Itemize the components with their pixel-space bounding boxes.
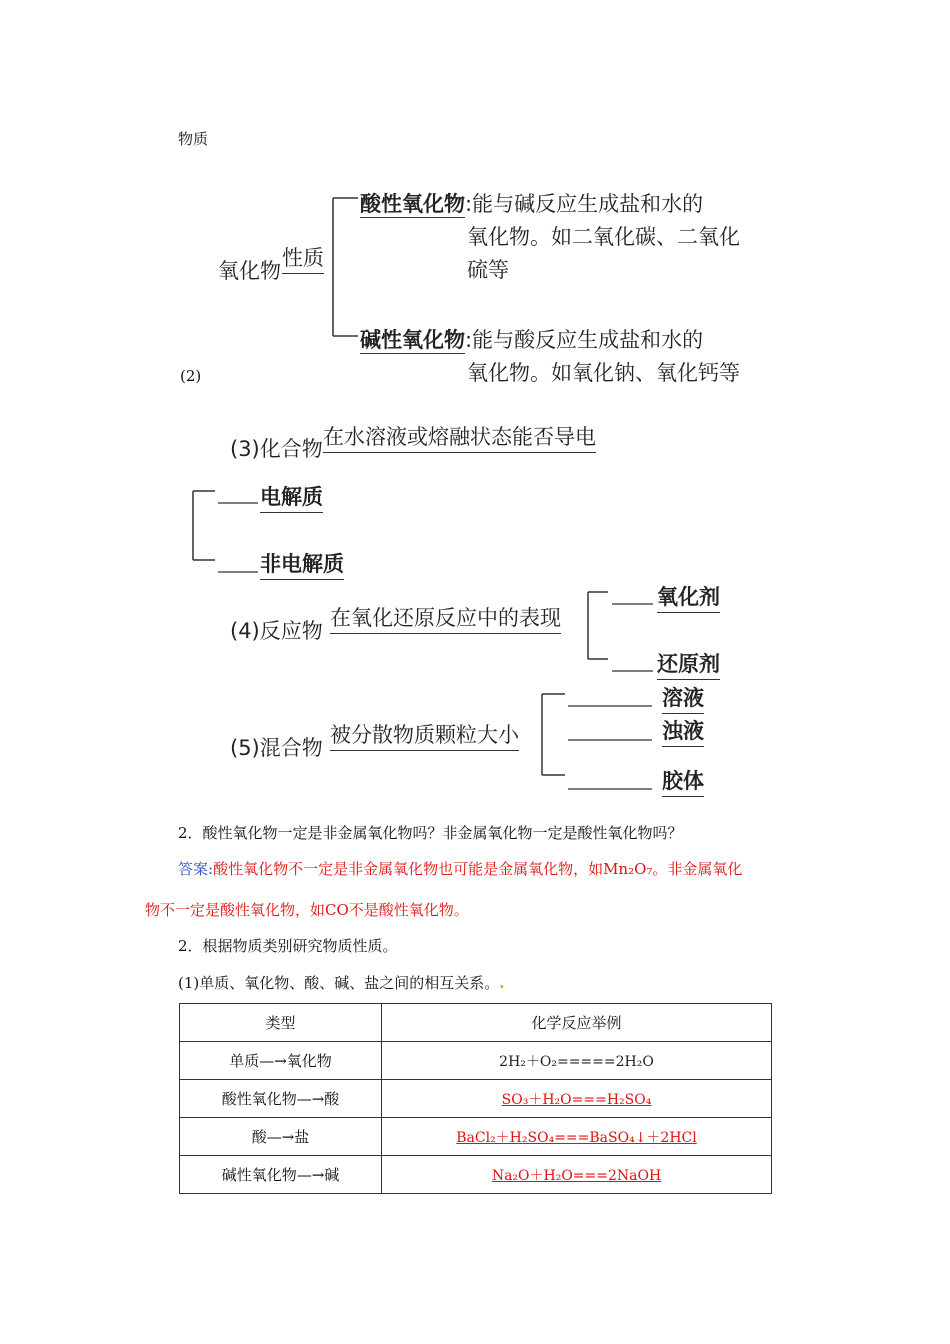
oxide-criterion: 性质	[282, 242, 324, 274]
table-header-type: 类型	[180, 1004, 382, 1042]
question-text: 2．酸性氧化物一定是非金属氧化物吗？非金属氧化物一定是酸性氧化物吗？	[178, 824, 683, 842]
table-header-example: 化学反应举例	[382, 1004, 772, 1042]
table-cell-example: SO₃＋H₂O===H₂SO₄	[501, 1091, 652, 1108]
reactant-label: (4)反应物	[230, 619, 323, 643]
answer-line-2: 物不一定是酸性氧化物，如CO不是酸性氧化物。	[145, 901, 469, 919]
basic-oxide-desc-2: 氧化物。如氧化钠、氧化钙等	[467, 361, 740, 385]
basic-oxide-desc-1: :能与酸反应生成盐和水的	[465, 328, 704, 352]
table-cell-type: 碱性氧化物—→碱	[180, 1156, 382, 1194]
table-cell-example: 2H₂＋O₂=====2H₂O	[499, 1053, 654, 1070]
table-row	[180, 1118, 772, 1156]
table-cell-example: BaCl₂＋H₂SO₄===BaSO₄↓＋2HCl	[456, 1129, 697, 1146]
oxidizing-agent-item: 氧化剂	[657, 581, 720, 613]
reducing-agent-item: 还原剂	[657, 648, 720, 680]
table-row	[180, 1156, 772, 1194]
subsection-1-text: (1)单质、氧化物、酸、碱、盐之间的相互关系。	[178, 974, 500, 992]
electrolyte-item: 电解质	[260, 481, 323, 513]
mixture-label: (5)混合物	[230, 736, 323, 760]
subsection-1-mark: .	[499, 974, 505, 992]
answer-line-1: 酸性氧化物不一定是非金属氧化物也可能是金属氧化物，如Mn₂O₇。非金属氧化	[213, 860, 743, 878]
label-2: (2)	[180, 367, 202, 385]
acidic-oxide-desc-2: 氧化物。如二氧化碳、二氧化	[467, 225, 740, 249]
table-cell-type: 酸—→盐	[180, 1118, 382, 1156]
oxide-label: 氧化物	[218, 259, 281, 283]
suspension-item: 浊液	[662, 715, 704, 747]
section-2-heading: 2．根据物质类别研究物质性质。	[178, 937, 398, 955]
solution-item: 溶液	[662, 682, 704, 714]
table-row	[180, 1080, 772, 1118]
table-cell-type: 单质—→氧化物	[180, 1042, 382, 1080]
table-cell-type: 酸性氧化物—→酸	[180, 1080, 382, 1118]
nonelectrolyte-item: 非电解质	[260, 548, 344, 580]
table-cell-example: Na₂O＋H₂O===2NaOH	[491, 1167, 662, 1184]
acidic-oxide-desc-3: 硫等	[467, 258, 509, 282]
reaction-table	[179, 1003, 772, 1194]
acidic-oxide-desc-1: :能与碱反应生成盐和水的	[465, 192, 704, 216]
colloid-item: 胶体	[662, 765, 704, 797]
reactant-criterion: 在氧化还原反应中的表现	[330, 602, 561, 634]
acidic-oxide-title: 酸性氧化物	[360, 192, 465, 216]
compound-criterion: 在水溶液或熔融状态能否导电	[323, 421, 596, 453]
compound-label: (3)化合物	[230, 437, 323, 461]
basic-oxide-title: 碱性氧化物	[360, 328, 465, 352]
heading-substance: 物质	[178, 130, 209, 148]
table-header-row	[180, 1004, 772, 1042]
answer-label: 答案:	[178, 860, 214, 878]
table-row	[180, 1042, 772, 1080]
mixture-criterion: 被分散物质颗粒大小	[330, 719, 519, 751]
